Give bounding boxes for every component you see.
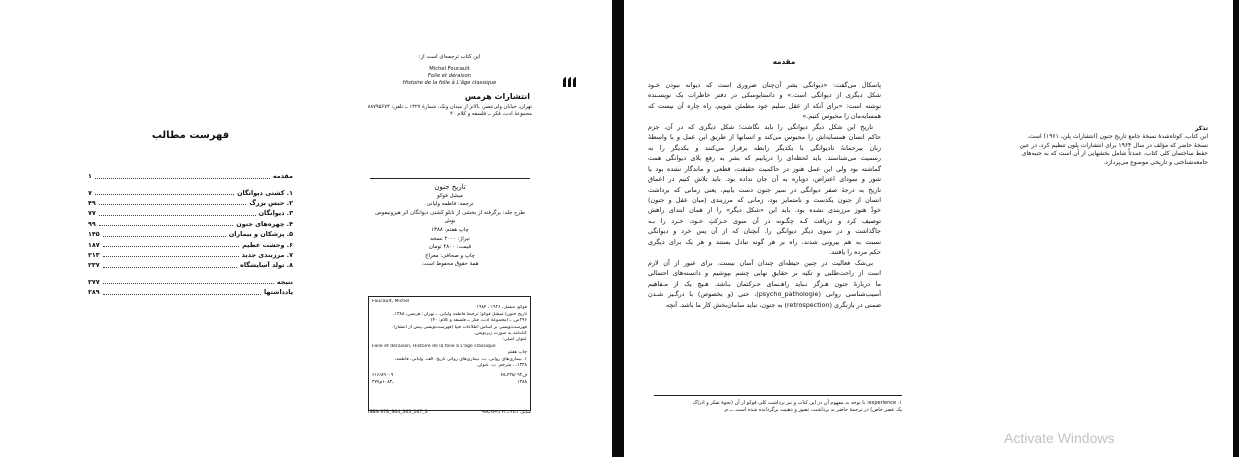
cip-class-right: RC۴۳۸/ ۹ف۲ [500,373,527,379]
print-run: تیراژ: ۲۰۰۰ نسخه [430,235,470,242]
cip-class-left: ۶۱۶/۸۹۰۰۹ [372,373,394,379]
toc-item[interactable] [88,277,293,287]
cip-line: Foucault, Michel [372,299,410,304]
cip-line: چاپ هفتم [507,350,527,356]
toc-leader-dots [95,174,270,179]
toc-item-label: ۷. مرزبندی جدید [241,250,293,259]
toc-item[interactable] [88,287,293,297]
intro-line: توصیف کرد و دریافت کـه چگـونه در آن سوی حـرکتِ خـود، خـرد را بـه [648,216,881,225]
left-page [0,0,612,457]
toc-item-page: ۷۷ [88,209,96,218]
note-line: نسخهٔ حاضر که مؤلف در سال ۱۹۶۴ برای انتشارات پلون تنظیم کرد، در عین [1019,141,1208,149]
isbn-row [368,410,531,415]
toc-item[interactable] [88,219,293,229]
intro-line: بی‌شک فعالیت در چنین حیطه‌ای چندان آسان نیست. برای عبور از آن لازم [648,258,873,267]
toc-item-page: ۲۷۷ [88,277,100,286]
page-gutter [612,0,624,457]
note-line: جامعه‌شناختی و تاریخی موضوع می‌پردازد. [1103,158,1208,166]
cip-record-no: ۳۷۷ـ۱۰۸۳م [372,379,394,385]
toc-item[interactable] [88,198,293,208]
edition: چاپ هفتم: ۱۳۸۸ [431,226,469,233]
footnote-line: یک عصر خاص) در ترجمهٔ حاضر به برداشت، تصور و ذهنیت برگردانده شده است. ــ م. [723,407,902,414]
copyright-top [362,40,537,87]
toc-item[interactable] [88,239,293,249]
address-line: تهران، خیابان ولی‌عصر، بالاتر از میدان ونک، شمارهٔ ۱۳۲۷ ــ تلفن: ۸۸۷۹۵۶۷۴ [367,104,532,110]
toc-leader-dots [103,290,261,295]
toc-title: فهرست مطالب [151,130,230,141]
toc-item[interactable] [88,187,293,197]
intro-line: نسبت به هم بیرونی شدند، راه بر هر گونه تبادل بستند و هر یک برای دیگری [648,237,881,246]
isbn-en: ISBN 978_964_363_167_3 [368,410,428,415]
intro-line: خودْ هنوز مرزبندی نشده بود. باید این «شکل دیگر» را از همان ابتدای راهش [648,206,881,215]
cip-line: کتابنامه به صورت زیرنویس. [473,331,527,337]
isbn-fa: شابک ۳ـ۱۶۷ـ۳۶۳ـ۹۶۴ـ۹۷۸ [481,410,531,415]
intro-line: حکم مرده را یافتند. [829,248,881,257]
toc-item-label: ۶. وحشت عظیم [242,240,293,249]
cip-line: فهرست‌نویسی بر اساس اطلاعات فیپا (فهرست‌نویسی پیش از انتشار). [392,324,527,330]
intro-line: گماشته بود ولی این عمل هنوز در حاکمیت حقیقت، قطعی و ماندگار نشده بود یا [648,164,881,173]
toc-list [88,171,293,297]
intro-line: شور و سودای اعتراض، دوباره به آن جان نداده بود. باید تلاش کنیم در اعماق [648,175,881,184]
toc-leader-dots [103,242,239,247]
toc-item-page: ۱ [88,172,92,181]
toc-leader-dots [99,200,247,205]
toc-item[interactable] [88,250,293,260]
note-heading: تذکر [1195,125,1208,132]
toc-item[interactable] [88,229,293,239]
intro-line: است از راحت‌طلبی و تکیه بر حقایق نهایی چشم بپوشیم و دانسته‌های احتمالی [648,269,881,278]
toc-item-page: ۲۸۹ [88,288,100,297]
original-title: Folie et déraison [427,73,472,79]
intro-line: انسان از جنون یکدست و نامتمایز بود، زمانی که مرزبندی (میان عقل و جنون) [648,195,881,204]
toc-item-page: ۱۴۵ [88,230,100,239]
toc-item-label: ۳. دیوانگان [258,209,293,218]
cip-line: ۱. بیماری‌های روانی. ب. بیماری‌های روانی تاریخ. الف. ولیانی، فاطمه، [394,356,527,362]
toc-item-page: ۲۱۳ [88,250,100,259]
note-line: این کتاب، کوتاه‌شدهٔ نسخهٔ جامع تاریخ جنون (انتشارات پلن، ۱۹۶۱) است. [1027,133,1208,141]
toc-item[interactable] [88,171,293,181]
footnote-line: ۱. experience: با توجه به مفهوم آن در این کتاب و نیز برداشت کلی فوکو از آن (نحوهٔ تفکر و ادراک [692,400,902,406]
original-subtitle: Histoire de la folie à L'âge classique [402,80,497,86]
intro-paragraph [648,258,881,310]
toc-item-page: ۱۸۷ [88,240,100,249]
intro-line: زبان بیرحمانهٔ نادیوانگی با یکدیگر رابطه برقرار می‌کنند و یکدیگر را به [648,143,881,152]
table-of-contents [88,130,293,297]
cip-year: ۱۳۸۸ [517,379,527,385]
activation-watermark: Activate Windows [1004,430,1115,446]
toc-leader-dots [99,211,256,216]
isbn-line [368,410,531,415]
rights: همهٔ حقوق محفوظ است. [421,261,479,268]
book-author: میشل فوکو [437,192,463,199]
intro-line: ضمنی در بازنگری (retrospection) به جنون، نباید سامان‌بخش کار ما باشد. آنچه [665,300,881,309]
cip-line: ۲۹۶ص. ـ (مجموعهٔ ادب، فکر ــ فلسفه و کلام: ۴۰) [430,318,527,324]
toc-leader-dots [99,221,233,226]
publisher-logo-icon [562,76,578,88]
intro-line: جاگذاشت و در سوی دیگر دیوانگی را. آنچنان که از آن پس خرد و دیوانگی [648,227,881,236]
cip-year-row [372,380,527,386]
intro-paragraph [648,80,881,122]
intro-line: تاریخ به درجهٔ صفر دیوانگی در سیر جنون دست یابیم، یعنی زمانی که برداشت [648,185,881,194]
toc-leader-dots [103,232,226,237]
series-line: مجموعهٔ ادب، فکر ــ فلسفه و کلام ۴۰ [450,111,532,117]
intro-paragraph [648,122,881,258]
intro-body [648,80,881,310]
cip-line: Folie et déraison, Histoire de la folie à L'âge classique [372,343,496,349]
intro-line: آسیب‌شناسی روانی (psycho_pathologie)، حتی (و بخصوص) با درگـیر شـدن [648,290,881,299]
toc-item-page: ۹۹ [88,219,96,228]
footnote [654,395,902,415]
intro-line: نوشته است: «برای آنکه از عقل سلیم خود مطمئن شویم، راه چاره آن نیست که [648,101,881,110]
cover-credit: طرح جلد: برگرفته از بخشی از تابلو کشتی دیوانگان اثر هیرونیموس بوش [375,209,525,225]
cip-line: فوکو، میشل، ۱۹۲۶ ـ ۱۹۸۴ [476,305,527,311]
toc-item-page: ۲۳۷ [88,261,100,270]
printing: چاپ و صحافی: معراج [425,252,475,259]
intro-line: پاسکال می‌گفت: «دیوانگی بشر آن‌چنان ضروری است که دیوانه نبودن خـود [648,81,881,89]
price: قیمت: ۴۸۰۰ تومان [428,244,472,251]
toc-item-page: ۴۹ [88,198,96,207]
publisher-address [346,104,532,118]
toc-item-label: ۲. حبس بزرگ [249,198,293,207]
toc-leader-dots [103,279,274,284]
toc-leader-dots [95,190,234,195]
toc-item-label: مقدمه [272,172,293,181]
page-edge [1233,0,1239,457]
intro-line: شکل دیگری از دیوانگی است.» و داستایوسکی در دفتر خاطرات یک نویسـنده [648,91,881,100]
intro-line: ما دربارهٔ جنون هـرگز نـباید راهـنمای حـرکتمان بـاشد. هـیچ یک از مـفاهیم [648,279,881,288]
toc-item-label: ۵. پزشکان و بیماران [228,230,293,239]
toc-leader-dots [103,252,239,257]
original-author: Michel Foucault [429,66,470,72]
publisher-name: انتشارات هرمس [464,92,530,101]
toc-item[interactable] [88,208,293,218]
intro-line: همسایه‌مان را محبوس کنیم.» [802,112,881,121]
intro-title: مقدمه [772,57,796,66]
toc-item[interactable] [88,260,293,270]
book-details [370,178,530,269]
intro-line: تاریخ این شکل دیگر دیوانگی را باید نگاشت؛ شکل دیگری که در آن، جزم [648,122,873,131]
intro-line: رسمیت می‌شناسند. باید لحظه‌ای را دریابیم که بشر به رفع بلای دیوانگی همت [648,154,881,163]
cip-line: ۱۳۳۸ـ ، مترجم. ب. عنوان. [476,363,527,369]
book-translator: ترجمه: فاطمه ولیانی [426,201,474,208]
toc-item-label: ۸. تولد آسایشگاه [240,261,293,270]
toc-item-label: ۱. کشتی دیوانگان [237,188,293,197]
book-title: تاریخ جنون [434,183,466,191]
cataloging-box [368,296,531,411]
toc-item-page: ۷ [88,188,92,197]
original-title-block [362,66,537,87]
toc-item-label: یادداشتها [263,288,293,297]
note-line: حفظ ساختمان کلی کتاب، عمدتاً شامل بخشهایی از آن است که به جنبه‌های [1021,150,1208,158]
toc-item-label: ۴. چهره‌های جنون [236,219,293,228]
toc-item-label: نتیجه [276,277,293,286]
translator-note [995,125,1208,167]
cip-line: تاریخ جنون/ میشل فوکو؛ ترجمهٔ فاطمه ولیانی. ـ تهران: هرمس، ۱۳۸۸. [393,311,527,317]
translated-from-label: این کتاب ترجمه‌ای است از: [418,54,481,60]
intro-line: حاکم انسان همسایه‌اش را محبوس می‌کند و انسانها از طریق این عمل و با واسطهٔ [648,133,881,142]
cip-line: عنوان اصلی: [502,337,527,343]
toc-leader-dots [103,263,237,268]
